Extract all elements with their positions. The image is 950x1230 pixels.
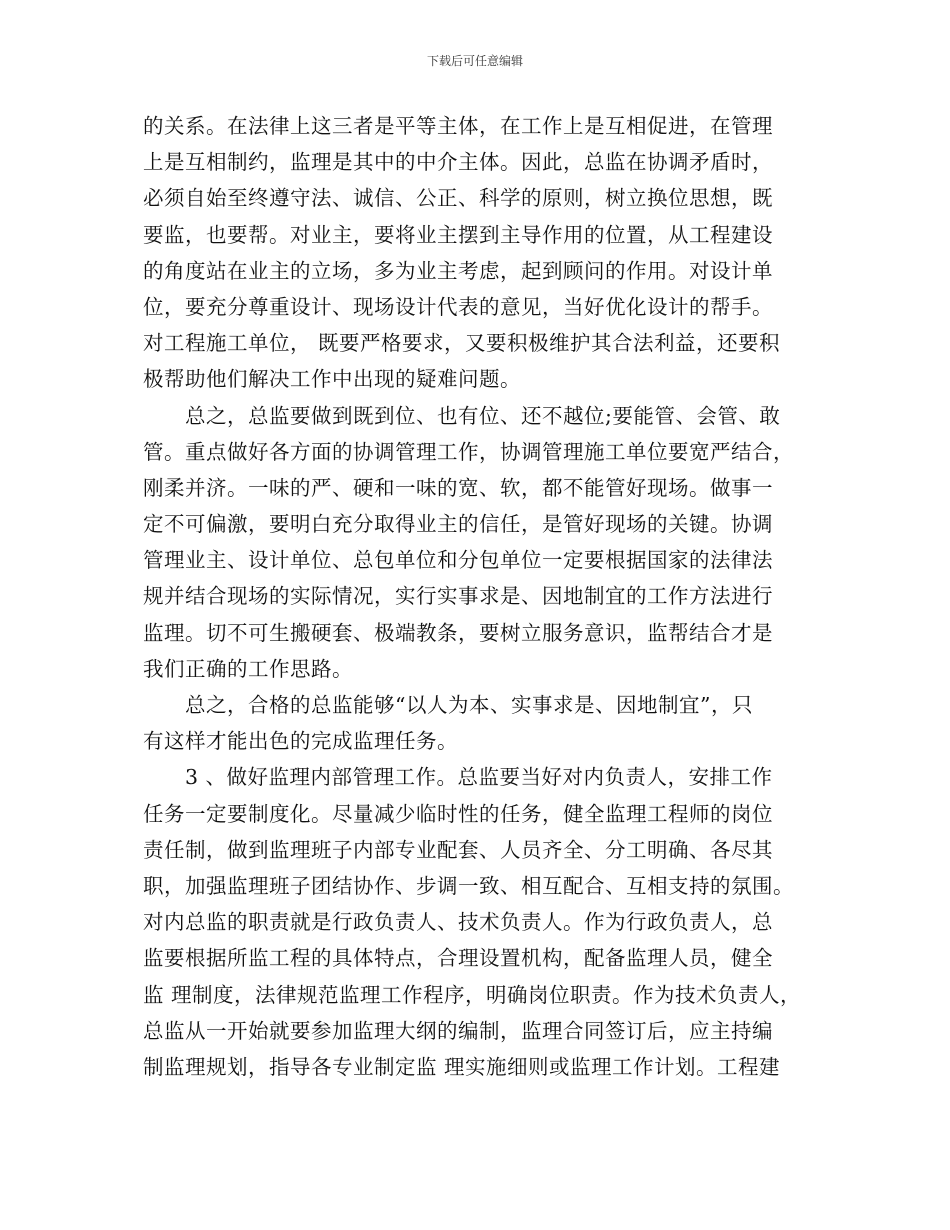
text-line: 极帮助他们解决工作中出现的疑难问题。 [143, 367, 521, 392]
text-line: 总之，合格的总监能够“以人为本、实事求是、因地制宜”，只 [143, 693, 753, 717]
text-line: 监要根据所监工程的具体特点，合理设置机构，配备监理人员，健全 [143, 946, 773, 971]
text-line: 必须自始至终遵守法、诚信、公正、科学的原则，树立换位思想，既 [143, 186, 773, 211]
text-line: 对内总监的职责就是行政负责人、技术负责人。作为行政负责人，总 [143, 910, 773, 935]
page-header: 下载后可任意编辑 [426, 54, 523, 68]
text-line: 规并结合现场的实际情况，实行实事求是、因地制宜的工作方法进行 [143, 584, 773, 609]
text-line: 管理业主、设计单位、总包单位和分包单位一定要根据国家的法律法 [143, 548, 773, 573]
text-line: 上是互相制约，监理是其中的中介主体。因此，总监在协调矛盾时， [143, 150, 773, 175]
text-line: 对工程施工单位， 既要严格要求，又要积极维护其合法利益，还要积 [143, 331, 781, 356]
text-line: 监理。切不可生搬硬套、极端教条，要树立服务意识，监帮结合才是 [143, 620, 773, 645]
text-line: 我们正确的工作思路。 [143, 656, 353, 681]
text-line: 刚柔并济。一味的严、硬和一味的宽、软，都不能管好现场。做事一 [143, 475, 773, 500]
text-line: 任务一定要制度化。尽量减少临时性的任务，健全监理工程师的岗位 [143, 801, 773, 826]
text-line: 制监理规划，指导各专业制定监 理实施细则或监理工作计划。工程建 [143, 1054, 781, 1079]
text-line: 总之，总监要做到既到位、也有位、还不越位;要能管、会管、敢 [143, 403, 781, 428]
text-line: 有这样才能出色的完成监理任务。 [143, 729, 458, 754]
text-line: 管。重点做好各方面的协调管理工作，协调管理施工单位要宽严结合， [143, 439, 794, 464]
text-line: 要监，也要帮。对业主，要将业主摆到主导作用的位置，从工程建设 [143, 222, 773, 247]
document-body [143, 108, 808, 1085]
text-line: 责任制，做到监理班子内部专业配套、人员齐全、分工明确、各尽其 [143, 837, 773, 862]
text-line: 总监从一开始就要参加监理大纲的编制，监理合同签订后，应主持编 [143, 1018, 773, 1043]
text-line: 的角度站在业主的立场，多为业主考虑，起到顾问的作用。对设计单 [143, 258, 773, 283]
text-line: 定不可偏激，要明白充分取得业主的信任，是管好现场的关键。协调 [143, 512, 773, 537]
text-line: 3 、做好监理内部管理工作。总监要当好对内负责人，安排工作 [143, 765, 773, 790]
text-line: 位，要充分尊重设计、现场设计代表的意见，当好优化设计的帮手。 [143, 294, 773, 319]
text-line: 职，加强监理班子团结协作、步调一致、相互配合、互相支持的氛围。 [143, 873, 794, 898]
text-line: 监 理制度，法律规范监理工作程序，明确岗位职责。作为技术负责人， [143, 982, 802, 1007]
text-line: 的关系。在法律上这三者是平等主体，在工作上是互相促进，在管理 [143, 114, 773, 138]
